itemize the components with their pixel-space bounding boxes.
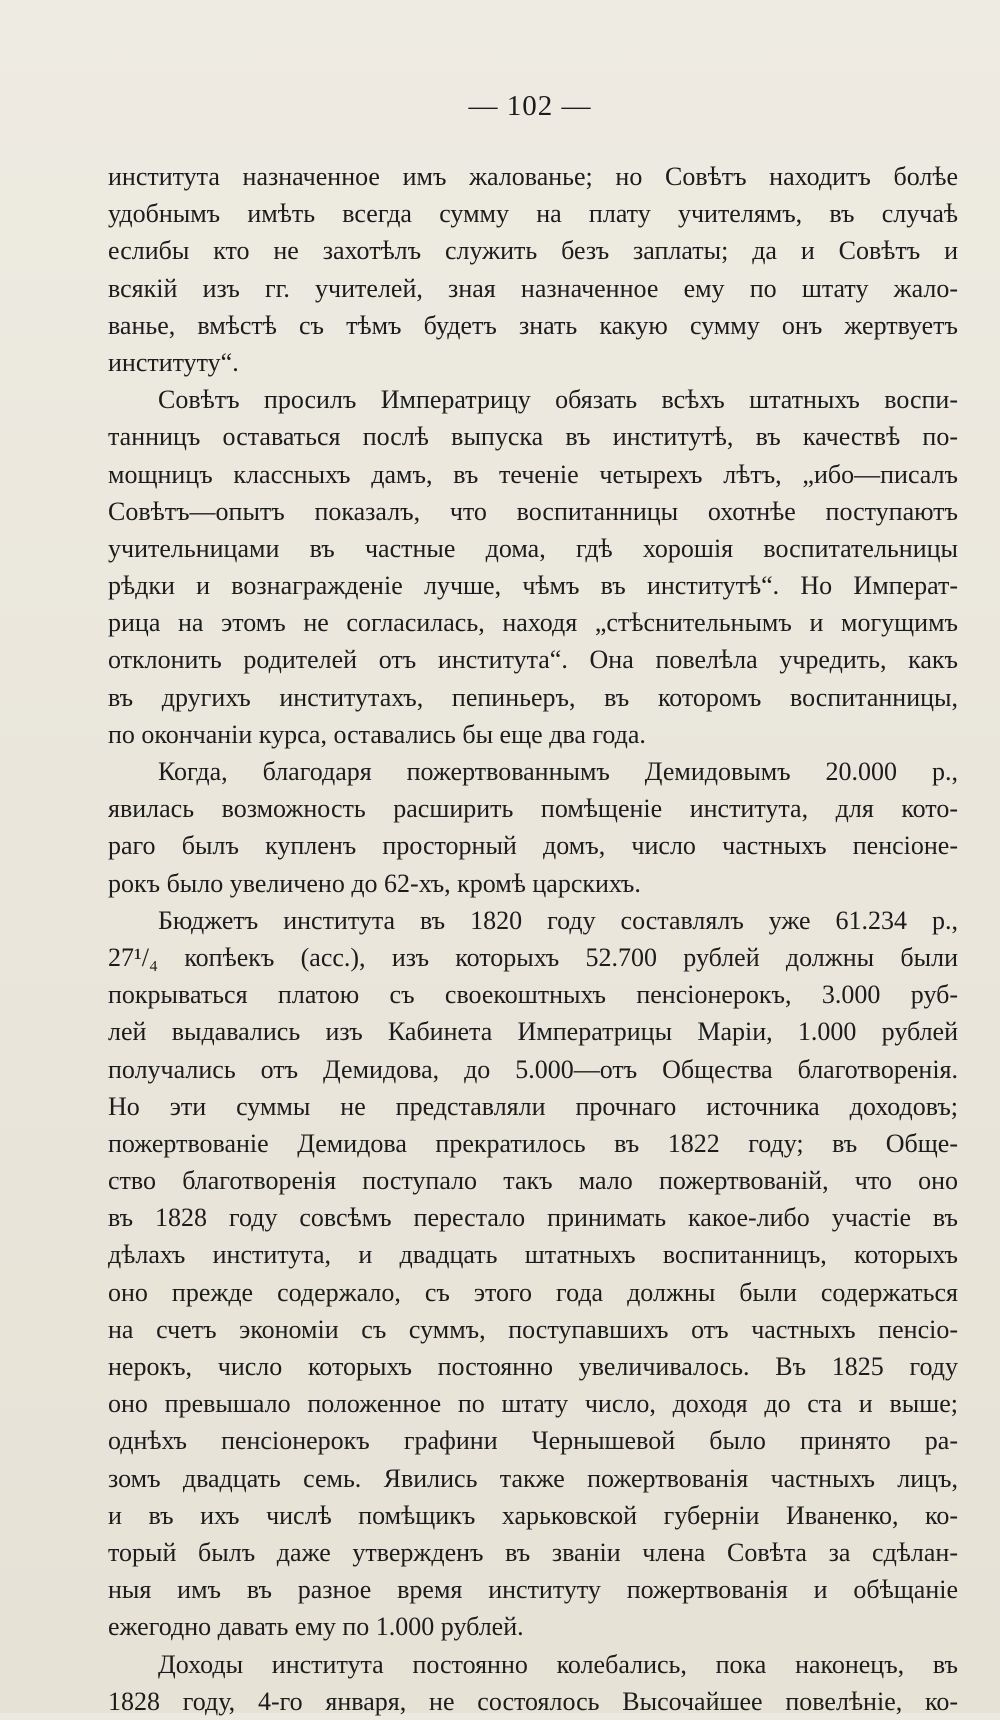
text-line: и въ ихъ числѣ помѣщикъ харьковской губерніи Иваненко, ко-	[108, 1500, 958, 1530]
text-line: раго былъ купленъ просторный домъ, число частныхъ пенсіоне-	[108, 831, 958, 861]
paragraph	[108, 158, 958, 381]
text-line: учительницами въ частные дома, гдѣ хорошія воспитательницы	[108, 533, 958, 563]
text-line: оно прежде содержало, съ этого года должны были содержаться	[108, 1277, 958, 1307]
text-line: институту“.	[108, 347, 239, 377]
text-line: по окончаніи курса, оставались бы еще два года.	[108, 719, 646, 749]
text-line: оно превышало положенное по штату число, доходя до ста и выше;	[108, 1389, 958, 1419]
text-line: рица на этомъ не согласилась, находя „стѣснительнымъ и могущимъ	[108, 608, 958, 638]
text-line: однѣхъ пенсіонерокъ графини Чернышевой было принято ра-	[108, 1426, 958, 1456]
text-line: Доходы института постоянно колебались, пока наконецъ, въ	[158, 1649, 958, 1679]
text-line: удобнымъ имѣть всегда сумму на плату учителямъ, въ случаѣ	[108, 199, 958, 229]
text-line: ство благотворенія поступало такъ мало пожертвованій, что оно	[108, 1166, 958, 1196]
text-line: танницъ оставаться послѣ выпуска въ институтѣ, въ качествѣ по-	[108, 422, 958, 452]
page-number: — 102 —	[468, 90, 592, 122]
paragraph	[108, 902, 958, 1646]
paragraph	[108, 753, 958, 902]
text-line: лей выдавались изъ Кабинета Императрицы Маріи, 1.000 рублей	[108, 1017, 958, 1047]
text-line: на счетъ экономіи съ суммъ, поступавшихъ отъ частныхъ пенсіо-	[108, 1314, 958, 1344]
text-line: ныя имъ въ разное время институту пожертвованія и обѣщаніе	[108, 1575, 958, 1605]
text-line: Но эти суммы не представляли прочнаго источника доходовъ;	[108, 1091, 958, 1121]
text-line: Совѣтъ просилъ Императрицу обязать всѣхъ штатныхъ воспи-	[158, 385, 958, 415]
text-line: 1828 году, 4-го января, не состоялось Высочайшее повелѣніе, ко-	[108, 1686, 958, 1716]
text-line: дѣлахъ института, и двадцать штатныхъ воспитанницъ, которыхъ	[108, 1240, 958, 1270]
text-line: рокъ было увеличено до 62-хъ, кромѣ царскихъ.	[108, 868, 641, 898]
text-line: Когда, благодаря пожертвованнымъ Демидовымъ 20.000 р.,	[158, 757, 958, 786]
text-line: въ 1828 году совсѣмъ перестало принимать какое-либо участіе въ	[108, 1203, 958, 1233]
body-text	[108, 158, 958, 1720]
text-line: отклонить родителей отъ института“. Она повелѣла учредить, какъ	[108, 645, 958, 675]
text-line: явилась возможность расширить помѣщеніе института, для кото-	[108, 794, 958, 824]
text-line: ванье, вмѣстѣ съ тѣмъ будетъ знать какую сумму онъ жертвуетъ	[108, 310, 958, 340]
paragraph	[108, 381, 958, 753]
text-line: 27¹/₄ копѣекъ (асс.), изъ которыхъ 52.700 рублей должны были	[108, 942, 958, 972]
text-line: покрываться платою съ своекоштныхъ пенсіонерокъ, 3.000 руб-	[108, 980, 958, 1010]
text-line: института назначенное имъ жалованье; но Совѣтъ находитъ болѣе	[108, 162, 958, 191]
text-line: всякій изъ гг. учителей, зная назначенное ему по штату жало-	[108, 273, 958, 303]
text-line: Бюджетъ института въ 1820 году составлялъ уже 61.234 р.,	[158, 905, 958, 935]
text-line: Совѣтъ—опытъ показалъ, что воспитанницы охотнѣе поступаютъ	[108, 496, 958, 526]
text-line: торый былъ даже утвержденъ въ званіи члена Совѣта за сдѣлан-	[108, 1537, 958, 1567]
text-line: рѣдки и вознагражденіе лучше, чѣмъ въ институтѣ“. Но Императ-	[108, 571, 958, 601]
text-line: еслибы кто не захотѣлъ служить безъ заплаты; да и Совѣтъ и	[108, 236, 958, 266]
text-line: мощницъ классныхъ дамъ, въ теченіе четырехъ лѣтъ, „ибо—писалъ	[108, 459, 958, 489]
paragraph	[108, 1646, 958, 1720]
text-line: въ другихъ институтахъ, пепиньеръ, въ которомъ воспитанницы,	[108, 682, 958, 712]
text-line: пожертвованіе Демидова прекратилось въ 1822 году; въ Обще-	[108, 1128, 958, 1158]
text-line: зомъ двадцать семь. Явились также пожертвованія частныхъ лицъ,	[108, 1463, 958, 1493]
text-line: получались отъ Демидова, до 5.000—отъ Общества благотворенія.	[108, 1054, 958, 1084]
text-line: ежегодно давать ему по 1.000 рублей.	[108, 1612, 524, 1642]
text-line: нерокъ, число которыхъ постоянно увеличивалось. Въ 1825 году	[108, 1352, 958, 1381]
